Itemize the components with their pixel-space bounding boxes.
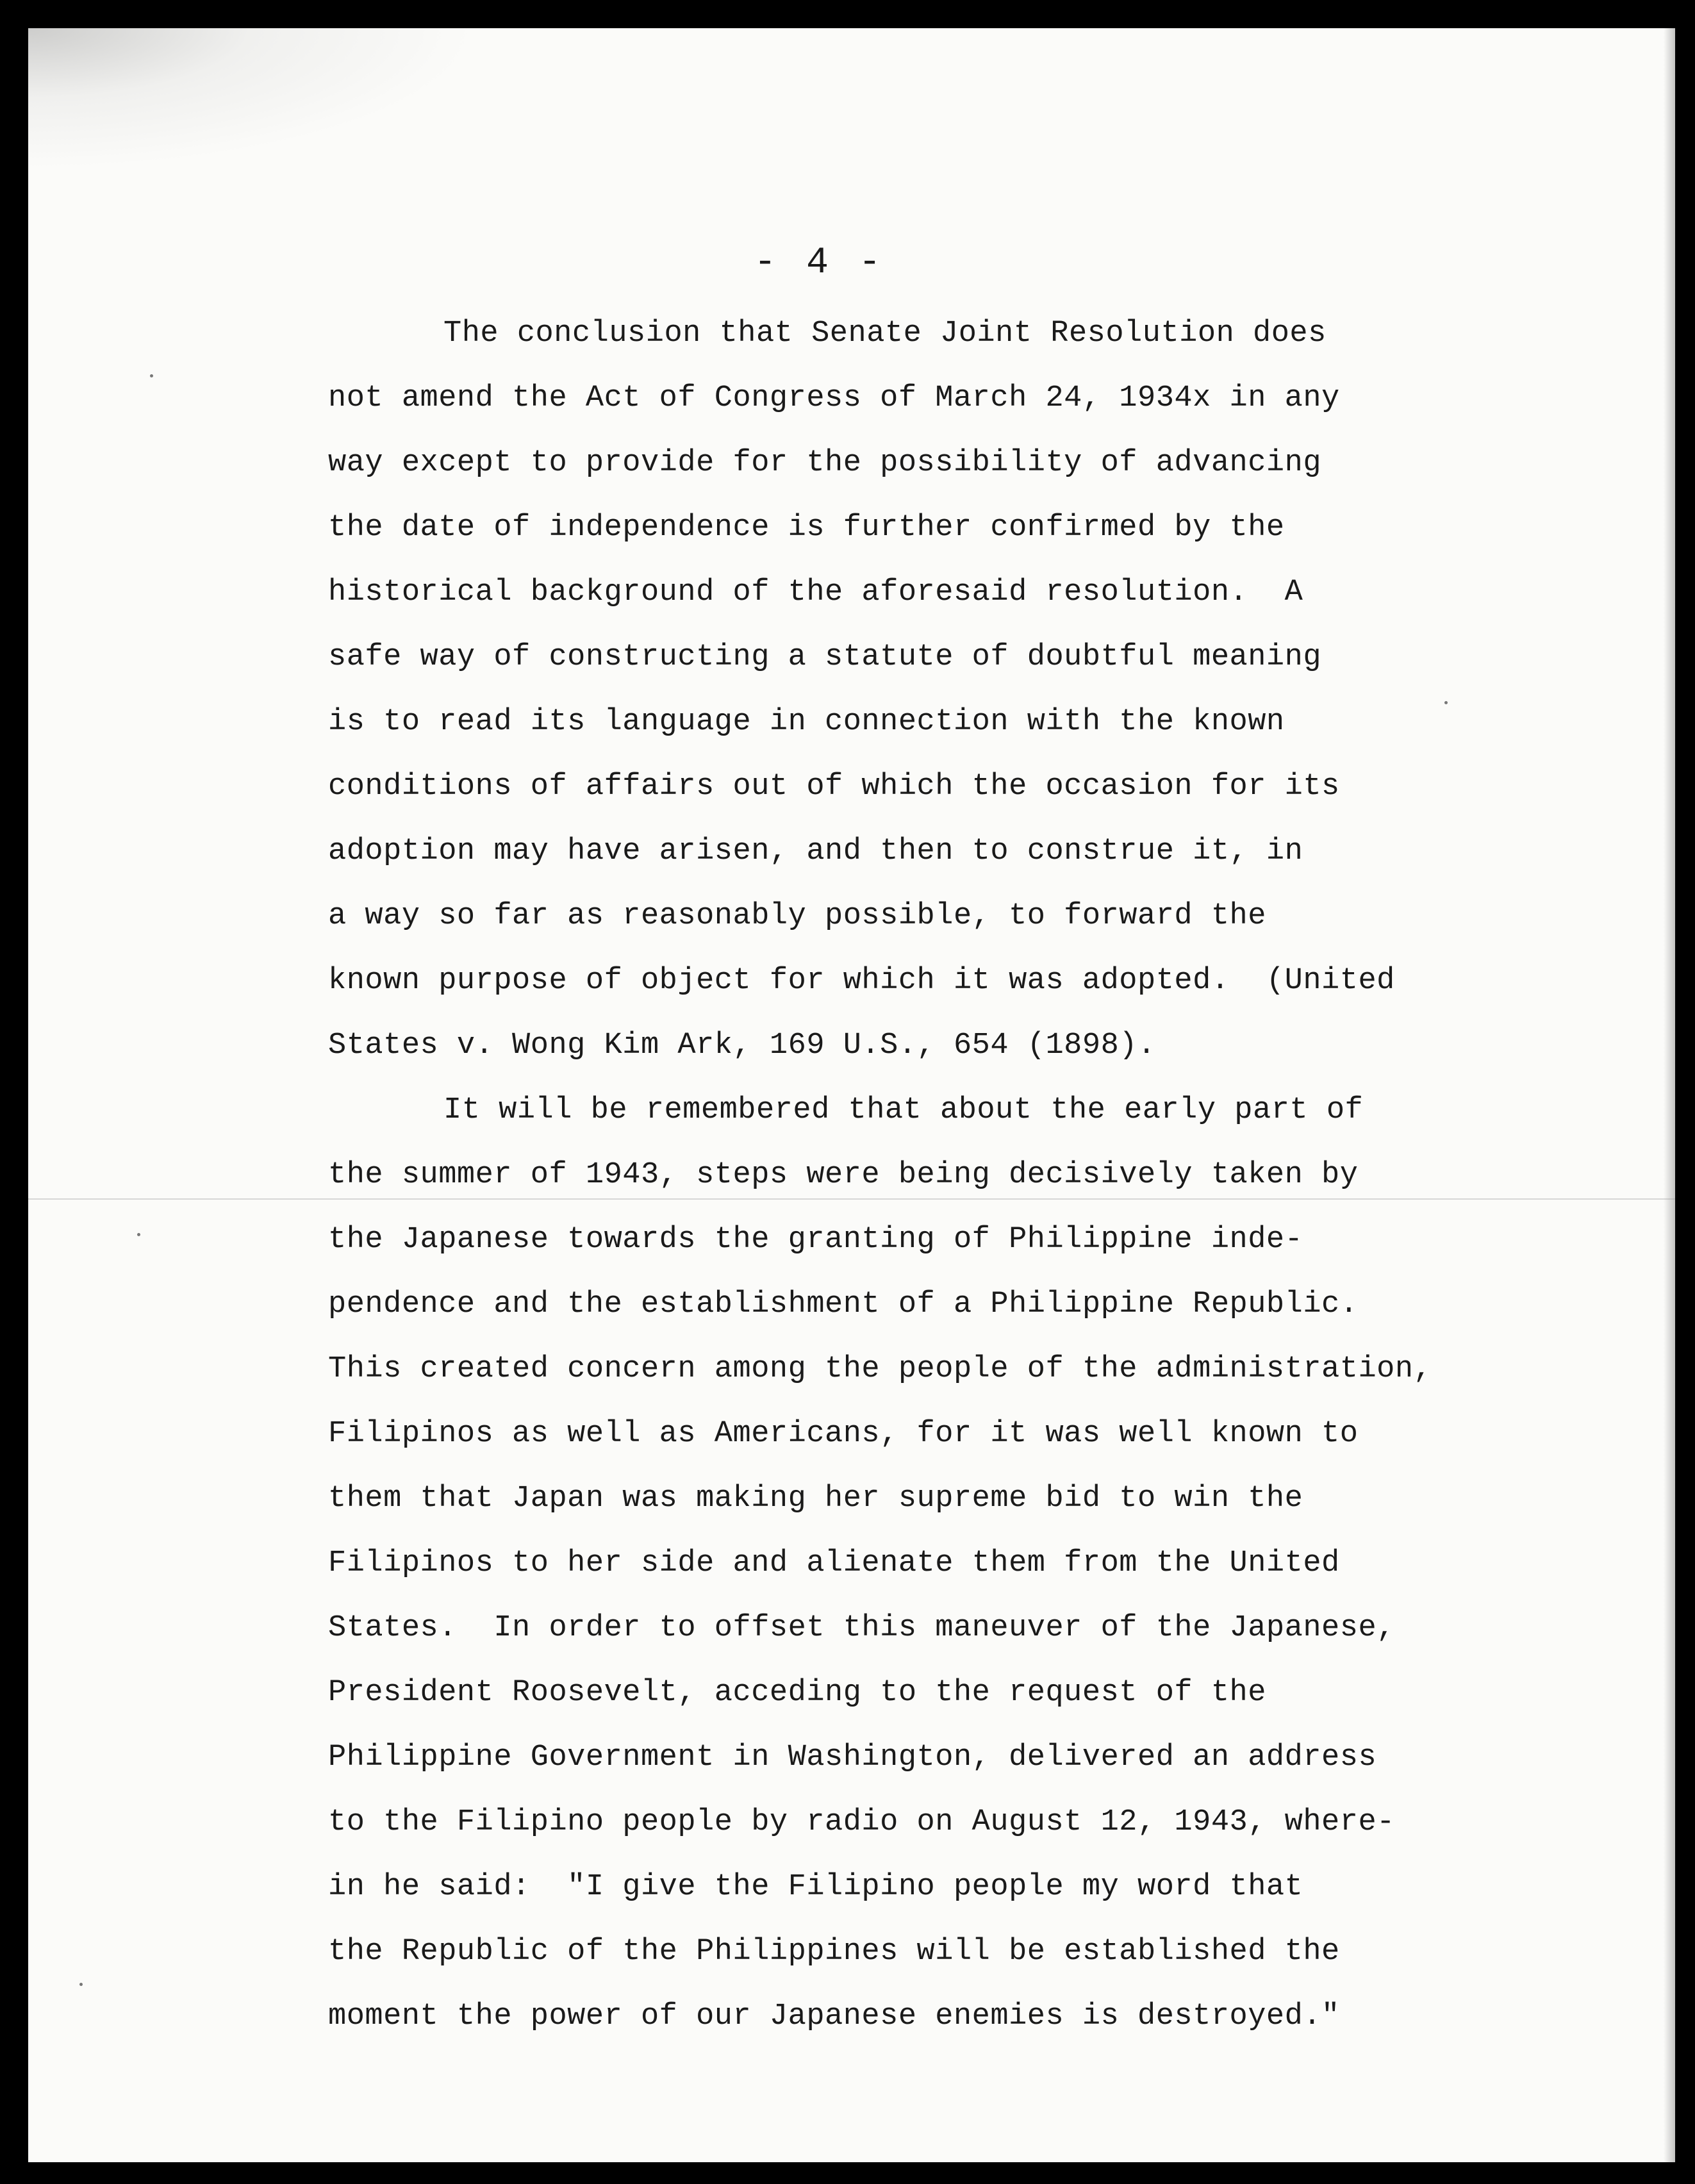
text-line: to the Filipino people by radio on August 12, 1943, where- (328, 1805, 1395, 1839)
scan-shadow (28, 28, 477, 169)
text-line: moment the power of our Japanese enemies is destroyed." (328, 1999, 1340, 2033)
speck (150, 374, 153, 377)
text-line: them that Japan was making her supreme bid to win the (328, 1482, 1303, 1516)
text-line: pendence and the establishment of a Philippine Republic. (328, 1287, 1359, 1321)
text-line: The conclusion that Senate Joint Resolution does (443, 317, 1327, 351)
text-line: not amend the Act of Congress of March 24, 1934x in any (328, 381, 1340, 415)
page-number: - 4 - (754, 242, 885, 284)
text-line: Filipinos as well as Americans, for it was well known to (328, 1417, 1359, 1451)
text-line: States. In order to offset this maneuver of the Japanese, (328, 1611, 1395, 1645)
text-line: Filipinos to her side and alienate them from the United (328, 1546, 1340, 1580)
text-line: This created concern among the people of the administration, (328, 1352, 1432, 1386)
body-text (328, 301, 1565, 2049)
text-line: safe way of constructing a statute of doubtful meaning (328, 640, 1322, 674)
text-line: adoption may have arisen, and then to construe it, in (328, 834, 1303, 868)
text-line: the Japanese towards the granting of Philippine inde- (328, 1223, 1303, 1257)
text-line: way except to provide for the possibility of advancing (328, 446, 1322, 480)
text-line: a way so far as reasonably possible, to forward the (328, 899, 1266, 933)
text-line: known purpose of object for which it was adopted. (United (328, 964, 1395, 998)
text-line: conditions of affairs out of which the occasion for its (328, 770, 1340, 804)
speck (79, 1983, 83, 1986)
text-line: is to read its language in connection with the known (328, 705, 1285, 739)
text-line: Philippine Government in Washington, delivered an address (328, 1741, 1377, 1774)
text-line: the Republic of the Philippines will be established the (328, 1935, 1340, 1969)
speck (137, 1233, 140, 1236)
text-line: in he said: "I give the Filipino people my word that (328, 1870, 1303, 1904)
text-line: the date of independence is further confirmed by the (328, 511, 1285, 545)
text-line: It will be remembered that about the early part of (443, 1093, 1364, 1127)
text-line: States v. Wong Kim Ark, 169 U.S., 654 (1898). (328, 1029, 1156, 1063)
text-line: President Roosevelt, acceding to the request of the (328, 1676, 1266, 1710)
text-line: the summer of 1943, steps were being decisively taken by (328, 1158, 1359, 1192)
text-line: historical background of the aforesaid resolution. A (328, 575, 1303, 609)
page-edge-shadow (1664, 28, 1675, 2162)
